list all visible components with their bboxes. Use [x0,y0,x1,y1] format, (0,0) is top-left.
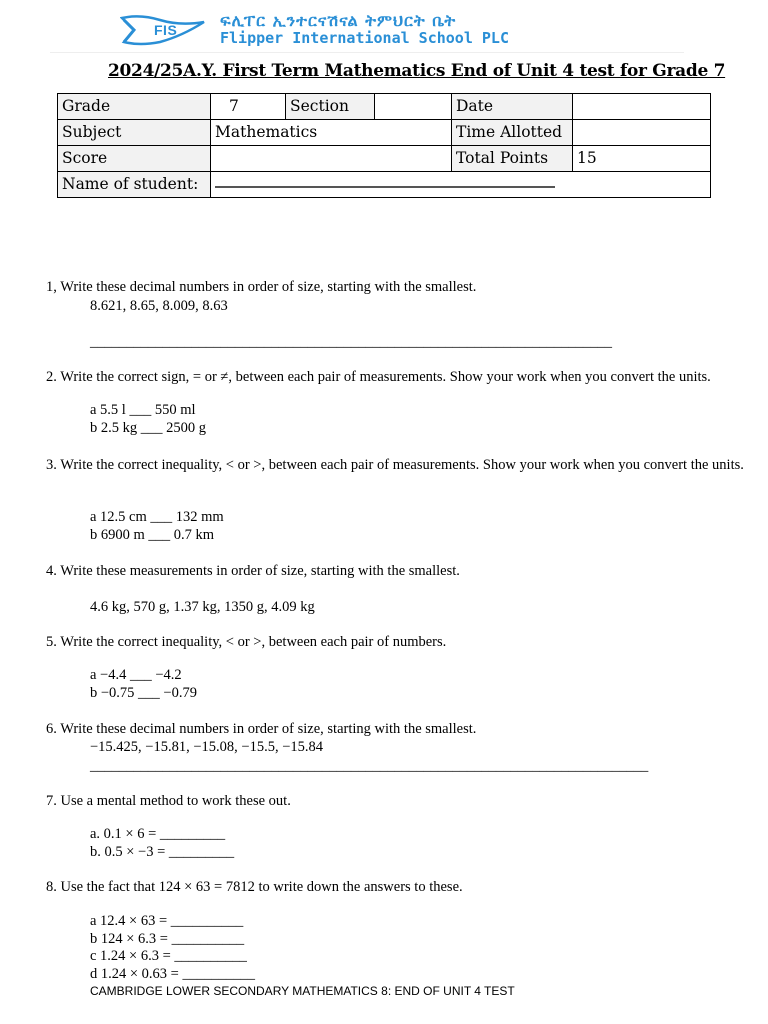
question-8a[interactable]: a 12.4 × 63 = __________ [90,913,244,929]
school-logo [120,12,206,48]
page-title: 2024/25A.Y. First Term Mathematics End of Unit 4 test for Grade 7 [108,61,726,81]
question-6-values: −15.425, −15.81, −15.08, −15.5, −15.84 [90,739,324,755]
date-value[interactable] [573,94,711,120]
question-8b[interactable]: b 124 × 6.3 = __________ [90,931,245,947]
school-header [50,8,684,53]
time-value[interactable] [573,120,711,146]
logo-text: FIS [154,22,178,38]
student-name-field[interactable] [211,172,711,198]
time-label: Time Allotted [452,120,573,146]
student-name-label: Name of student: [58,172,211,198]
question-5: 5. Write the correct inequality, < or >, between each pair of numbers. [46,634,447,650]
question-1-values: 8.621, 8.65, 8.009, 8.63 [90,298,228,314]
question-1-answer-line[interactable]: ________________________________________________________________________ [90,334,612,350]
question-2a[interactable]: a 5.5 l ___ 550 ml [90,402,196,418]
question-3: 3. Write the correct inequality, < or >, between each pair of measurements. Show your work when you convert the units. [46,457,744,473]
question-8c[interactable]: c 1.24 × 6.3 = __________ [90,948,247,964]
section-value[interactable] [375,94,452,120]
student-info-table [57,93,711,198]
score-label: Score [58,146,211,172]
question-7a[interactable]: a. 0.1 × 6 = _________ [90,826,226,842]
question-5b[interactable]: b −0.75 ___ −0.79 [90,685,197,701]
question-3b[interactable]: b 6900 m ___ 0.7 km [90,527,215,543]
section-label: Section [286,94,375,120]
total-points-label: Total Points [452,146,573,172]
name-underline [215,186,555,188]
question-4-values: 4.6 kg, 570 g, 1.37 kg, 1350 g, 4.09 kg [90,599,315,615]
subject-value: Mathematics [211,120,452,146]
question-7b[interactable]: b. 0.5 × −3 = _________ [90,844,235,860]
question-1: 1, Write these decimal numbers in order of size, starting with the smallest. [46,279,477,295]
grade-value: 7 [211,94,286,120]
question-6-answer-line[interactable]: _____________________________________________________________________________ [90,758,649,774]
question-6: 6. Write these decimal numbers in order of size, starting with the smallest. [46,721,477,737]
subject-label: Subject [58,120,211,146]
school-name-english: Flipper International School PLC [220,29,509,47]
page-footer: CAMBRIDGE LOWER SECONDARY MATHEMATICS 8: END OF UNIT 4 TEST [90,984,515,998]
school-name-amharic: ፍሊፐር ኢንተርናሽናል ትምህርት ቤት [220,11,457,30]
question-3a[interactable]: a 12.5 cm ___ 132 mm [90,509,224,525]
grade-label: Grade [58,94,211,120]
question-8: 8. Use the fact that 124 × 63 = 7812 to write down the answers to these. [46,879,463,895]
question-2b[interactable]: b 2.5 kg ___ 2500 g [90,420,206,436]
question-7: 7. Use a mental method to work these out. [46,793,291,809]
total-points-value: 15 [573,146,711,172]
score-value[interactable] [211,146,452,172]
question-2: 2. Write the correct sign, = or ≠, between each pair of measurements. Show your work when you convert the units. [46,369,711,385]
question-4: 4. Write these measurements in order of size, starting with the smallest. [46,563,460,579]
question-5a[interactable]: a −4.4 ___ −4.2 [90,667,182,683]
question-8d[interactable]: d 1.24 × 0.63 = __________ [90,966,255,982]
date-label: Date [452,94,573,120]
